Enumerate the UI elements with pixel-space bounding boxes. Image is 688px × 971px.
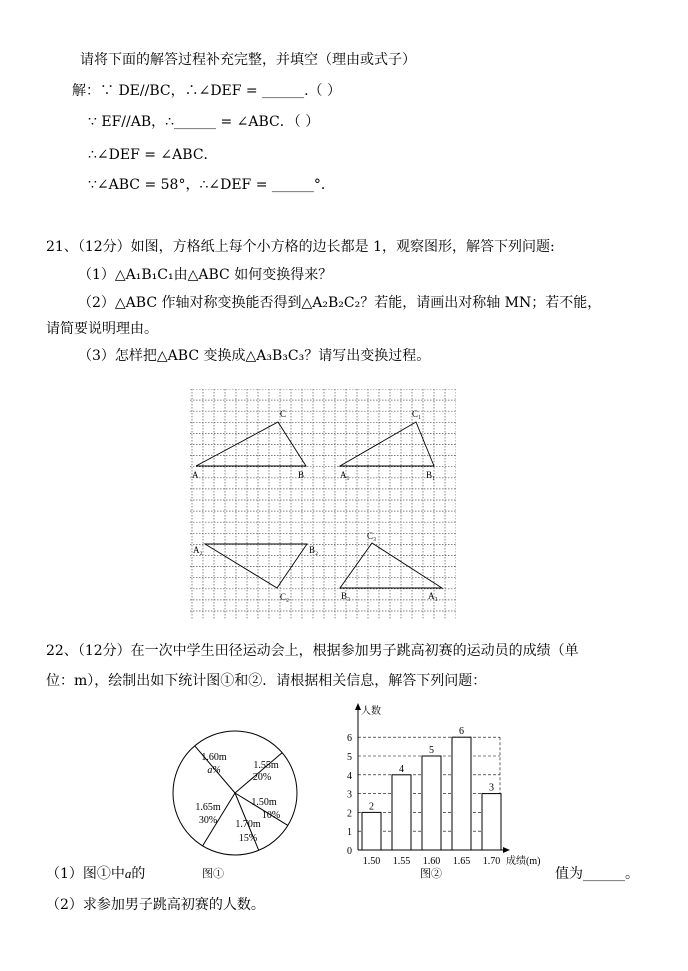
triangle-a1b1c1: [340, 422, 434, 466]
bar-value-label: 5: [429, 745, 434, 756]
triangle-abc: [196, 422, 306, 466]
label-a3: A₃: [428, 591, 438, 601]
label-c: C: [280, 409, 287, 419]
x-tick-label: 1.65: [452, 856, 471, 867]
x-tick-label: 1.50: [362, 856, 381, 867]
label-b: B: [298, 470, 305, 480]
pie-label-155: 1.55m: [253, 760, 279, 771]
label-b3: B₃: [341, 591, 351, 601]
fig2-caption: 图②: [420, 867, 442, 880]
bar: [422, 756, 441, 850]
solution-line-4: ∵∠ABC = 58°，∴∠DEF = ______°．: [88, 177, 335, 193]
q22-stem-a: 22、（12分）在一次中学生田径运动会上，根据参加男子跳高初赛的运动员的成绩（单: [46, 643, 579, 659]
q22-stem-b: 位：m），绘制出如下统计图①和②．请根据相关信息，解答下列问题：: [46, 673, 487, 689]
label-a1: A₁: [340, 470, 350, 480]
triangle-a2b2c2: [205, 544, 307, 588]
pie-value-165: 30%: [198, 815, 218, 826]
y-tick-label: 5: [347, 752, 352, 763]
q22-part1-suffix: 值为______。: [555, 866, 639, 882]
q22-part2: （2）求参加男子跳高初赛的人数。: [46, 897, 265, 913]
intro-text: 请将下面的解答过程补充完整，并填空（理由或式子）: [80, 52, 416, 68]
pie-value-155: 20%: [252, 772, 272, 783]
q22-part1-mid: 的: [131, 866, 146, 882]
q21-grid-figure: [190, 389, 456, 621]
pie-value-170: 15%: [238, 833, 258, 844]
q21-part3: （3）怎样把△ABC 变换成△A₃B₃C₃？请写出变换过程。: [78, 348, 431, 364]
solution-line-3: ∴∠DEF = ∠ABC．: [88, 147, 218, 163]
pie-value-160: a%: [207, 765, 221, 776]
label-a: A: [192, 470, 199, 480]
y-axis-label: 人数: [361, 706, 381, 717]
bar-value-label: 4: [399, 763, 404, 775]
q21-part1: （1）△A₁B₁C₁由△ABC 如何变换得来？: [78, 267, 333, 283]
y-tick-label: 0: [347, 846, 352, 857]
label-b2: B₂: [309, 545, 319, 555]
label-c3: C₃: [367, 531, 377, 541]
bar: [362, 812, 381, 850]
bar: [452, 737, 471, 850]
pie-label-165: 1.65m: [195, 802, 221, 813]
triangle-a3b3c3: [340, 543, 442, 588]
label-b1: B₁: [426, 470, 436, 480]
x-tick-label: 1.55: [392, 856, 411, 867]
x-axis-label: 成绩(m): [506, 856, 541, 867]
y-tick-label: 1: [347, 827, 352, 839]
bar-value-label: 6: [459, 726, 464, 738]
bar: [392, 775, 411, 850]
q21-part2a: （2）△ABC 作轴对称变换能否得到△A₂B₂C₂？若能，请画出对称轴 MN；若不能，: [78, 295, 602, 311]
bar-value-label: 3: [489, 782, 494, 794]
label-c1: C₁: [412, 409, 422, 419]
q22-part1-prefix: [46, 863, 145, 883]
y-tick-label: 3: [347, 789, 352, 801]
x-tick-label: 1.70: [482, 856, 501, 867]
label-a2: A₂: [193, 545, 203, 555]
alpha-symbol: a: [124, 866, 132, 881]
pie-label-150: 1.50m: [251, 797, 277, 808]
x-tick-label: 1.60: [422, 856, 441, 867]
pie-value-150: 10%: [261, 810, 281, 821]
q21-stem: 21、（12分）如图，方格纸上每个小方格的边长都是 1，观察图形，解答下列问题:: [46, 239, 555, 255]
bar: [482, 794, 501, 850]
pie-label-160: 1.60m: [201, 752, 227, 763]
solution-line-1: 解：∵ DE//BC，∴∠DEF = ______.（ ）: [72, 83, 342, 99]
pie-label-170: 1.70m: [235, 819, 261, 830]
solution-line-2: ∵ EF//AB，∴______ = ∠ABC．（ ）: [88, 114, 320, 130]
bar-value-label: 2: [369, 801, 374, 813]
pie-chart: [170, 728, 300, 858]
y-tick-label: 2: [347, 808, 352, 820]
fig1-caption: 图①: [202, 867, 224, 880]
y-tick-label: 6: [347, 733, 352, 745]
x-axis-arrow: [503, 847, 510, 853]
label-c2: C₂: [280, 592, 290, 602]
q21-part2b: 请简要说明理由。: [46, 321, 158, 337]
q22-part1-prefix-text: （1）图①中: [46, 866, 125, 882]
bar-chart: [330, 700, 550, 868]
y-tick-label: 4: [347, 770, 352, 782]
